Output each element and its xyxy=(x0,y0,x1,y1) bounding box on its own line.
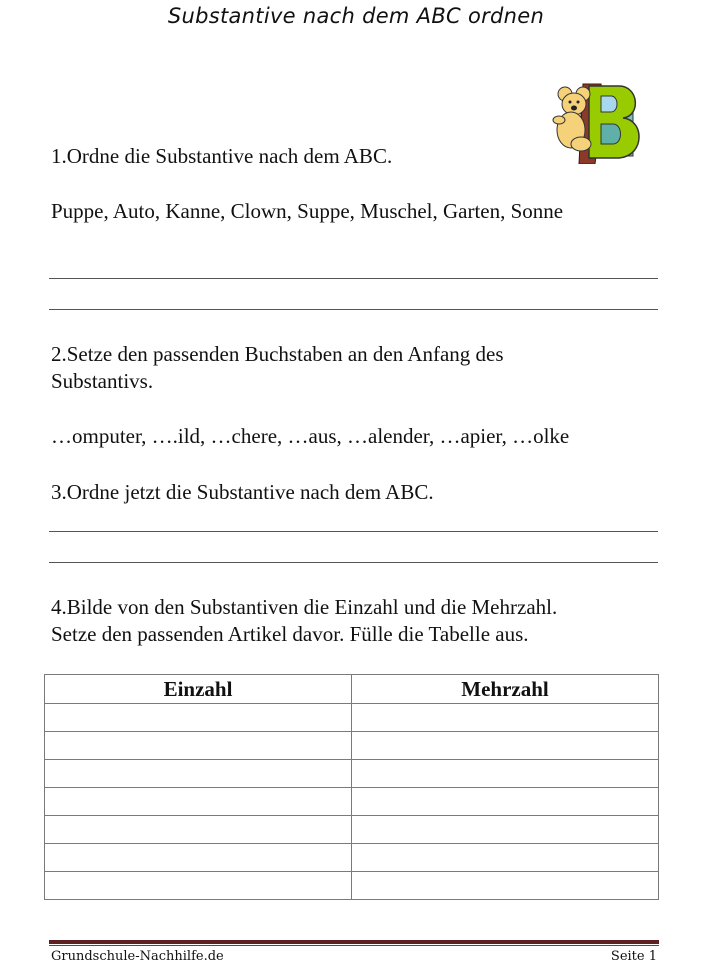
table-row xyxy=(45,816,659,844)
koala-letter-b-icon xyxy=(543,80,643,164)
footer-site-name: Grundschule-Nachhilfe.de xyxy=(51,949,224,964)
task-2-word-list: …omputer, ….ild, …chere, …aus, …alender, …apier, …olke xyxy=(51,424,570,448)
task-2-heading-line1: 2.Setze den passenden Buchstaben an den Anfang des xyxy=(51,342,504,366)
einzahl-cell[interactable] xyxy=(45,704,352,732)
task-1-word-list: Puppe, Auto, Kanne, Clown, Suppe, Muschel, Garten, Sonne xyxy=(51,199,564,223)
mehrzahl-cell[interactable] xyxy=(352,760,659,788)
task-4-heading-line2: Setze den passenden Artikel davor. Fülle die Tabelle aus. xyxy=(51,622,529,646)
answer-line[interactable] xyxy=(49,562,658,563)
mehrzahl-cell[interactable] xyxy=(352,732,659,760)
singular-plural-table xyxy=(44,674,659,900)
table-row xyxy=(45,704,659,732)
einzahl-cell[interactable] xyxy=(45,732,352,760)
mehrzahl-cell[interactable] xyxy=(352,844,659,872)
task-2-heading-line2: Substantivs. xyxy=(51,369,154,393)
einzahl-cell[interactable] xyxy=(45,788,352,816)
task-1-heading: 1.Ordne die Substantive nach dem ABC. xyxy=(51,144,393,168)
table-row xyxy=(45,788,659,816)
mehrzahl-cell[interactable] xyxy=(352,788,659,816)
page-title: Substantive nach dem ABC ordnen xyxy=(167,4,545,28)
footer-divider xyxy=(49,940,659,944)
footer-page-number: Seite 1 xyxy=(610,949,657,964)
mehrzahl-cell[interactable] xyxy=(352,704,659,732)
table-row xyxy=(45,872,659,900)
einzahl-cell[interactable] xyxy=(45,816,352,844)
einzahl-cell[interactable] xyxy=(45,872,352,900)
task-4-heading-line1: 4.Bilde von den Substantiven die Einzahl und die Mehrzahl. xyxy=(51,595,558,619)
table-row xyxy=(45,844,659,872)
table-row xyxy=(45,760,659,788)
table-row xyxy=(45,732,659,760)
mehrzahl-cell[interactable] xyxy=(352,872,659,900)
answer-line[interactable] xyxy=(49,278,658,279)
answer-line[interactable] xyxy=(49,531,658,532)
column-header-mehrzahl: Mehrzahl xyxy=(352,675,659,704)
einzahl-cell[interactable] xyxy=(45,844,352,872)
answer-line[interactable] xyxy=(49,309,658,310)
mehrzahl-cell[interactable] xyxy=(352,816,659,844)
einzahl-cell[interactable] xyxy=(45,760,352,788)
table-header-row xyxy=(45,675,659,704)
task-3-heading: 3.Ordne jetzt die Substantive nach dem ABC. xyxy=(51,480,434,504)
column-header-einzahl: Einzahl xyxy=(45,675,352,704)
footer-divider-thin xyxy=(49,945,659,946)
